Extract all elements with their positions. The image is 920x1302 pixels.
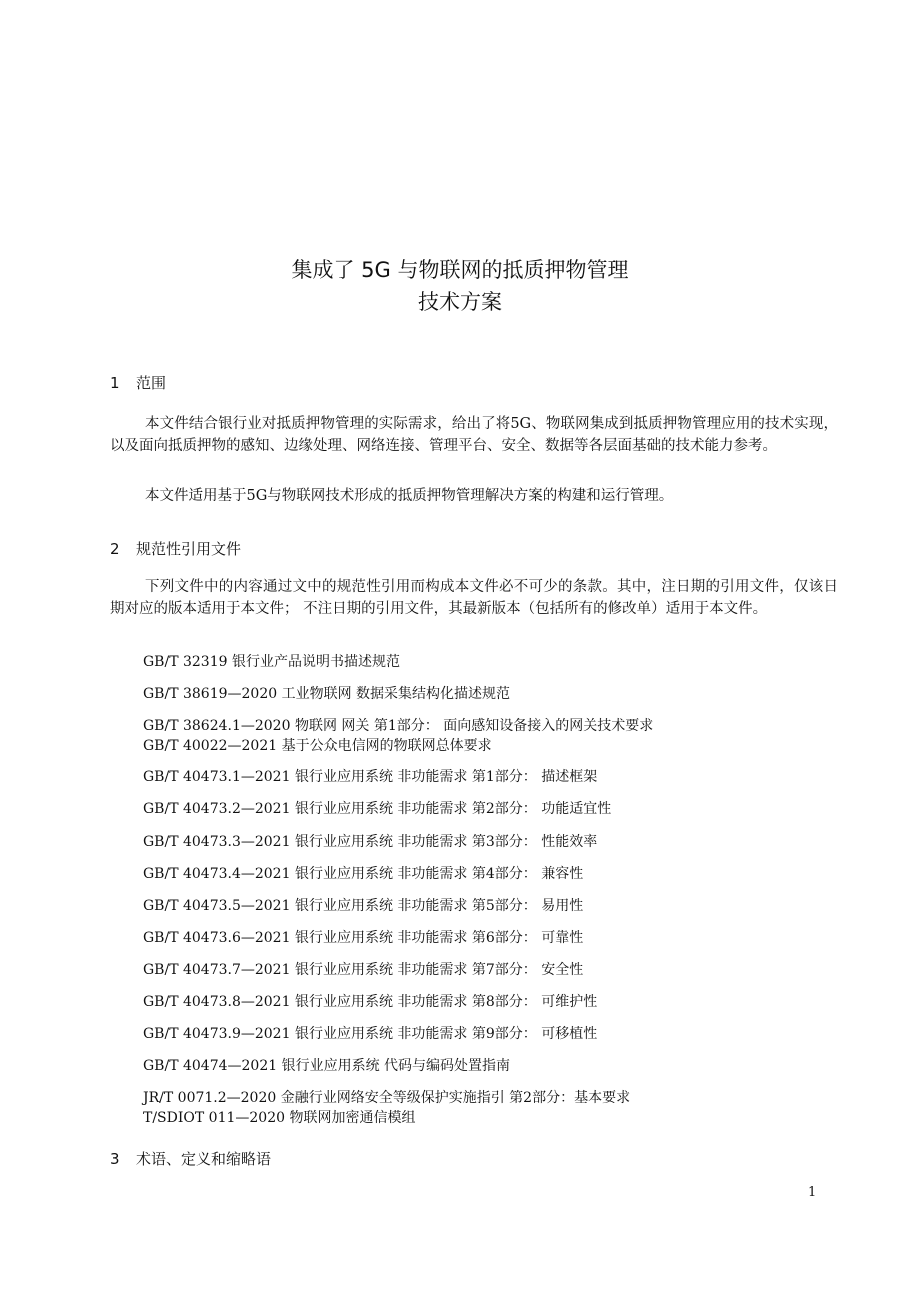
scope-paragraph: 本文件结合银行业对抵质押物管理的实际需求，给出了将5G、物联网集成到抵质押物管理应用的技术实现，以及面向抵质押物的感知、边缘处理、网络连接、管理平台、安全、数据等各层面基础的技术能力参考。 [110,416,838,454]
reference-item: GB/T 40473.9—2021 银行业应用系统 非功能需求 第9部分： 可移植性 [143,1026,598,1042]
reference-item: GB/T 40473.1—2021 银行业应用系统 非功能需求 第1部分： 描述框架 [143,769,598,785]
reference-item: T/SDIOT 011—2020 物联网加密通信模组 [143,1110,416,1126]
reference-item: GB/T 38624.1—2020 物联网 网关 第1部分： 面向感知设备接入的网关技术要求 [143,718,654,734]
reference-item: GB/T 40473.8—2021 银行业应用系统 非功能需求 第8部分： 可维护性 [143,994,598,1010]
document-title-line-1: 集成了 5G 与物联网的抵质押物管理 [291,258,629,282]
scope-paragraph: 本文件适用基于5G与物联网技术形成的抵质押物管理解决方案的构建和运行管理。 [145,488,674,504]
section-heading-terms [110,1149,271,1169]
section-title: 规范性引用文件 [136,540,242,558]
reference-item: GB/T 40473.2—2021 银行业应用系统 非功能需求 第2部分： 功能适宜性 [143,801,612,817]
reference-item: GB/T 32319 银行业产品说明书描述规范 [143,654,400,670]
page-number: 1 [808,1185,817,1200]
section-number: 2 [110,540,120,558]
reference-item: GB/T 40473.7—2021 银行业应用系统 非功能需求 第7部分： 安全性 [143,962,584,978]
section-title: 范围 [136,374,167,392]
section-heading-normative-references [110,539,241,559]
reference-item: GB/T 40022—2021 基于公众电信网的物联网总体要求 [143,738,492,754]
reference-item: GB/T 40473.5—2021 银行业应用系统 非功能需求 第5部分： 易用性 [143,898,584,914]
reference-item: GB/T 38619—2020 工业物联网 数据采集结构化描述规范 [143,686,511,702]
section-number: 3 [110,1150,120,1168]
reference-item: GB/T 40473.3—2021 银行业应用系统 非功能需求 第3部分： 性能效率 [143,834,598,850]
section-number: 1 [110,374,120,392]
section-heading-scope [110,373,166,393]
section-title: 术语、定义和缩略语 [136,1150,272,1168]
reference-item: GB/T 40473.4—2021 银行业应用系统 非功能需求 第4部分： 兼容性 [143,866,584,882]
document-title-line-2: 技术方案 [418,290,502,314]
reference-item: GB/T 40474—2021 银行业应用系统 代码与编码处置指南 [143,1058,511,1074]
normative-intro-paragraph: 下列文件中的内容通过文中的规范性引用而构成本文件必不可少的条款。其中，注日期的引用文件，仅该日期对应的版本适用于本文件； 不注日期的引用文件，其最新版本（包括所有的修改单）适用于本文件。 [110,579,838,617]
reference-item: GB/T 40473.6—2021 银行业应用系统 非功能需求 第6部分： 可靠性 [143,930,584,946]
reference-item: JR/T 0071.2—2020 金融行业网络安全等级保护实施指引 第2部分：基本要求 [143,1090,631,1106]
